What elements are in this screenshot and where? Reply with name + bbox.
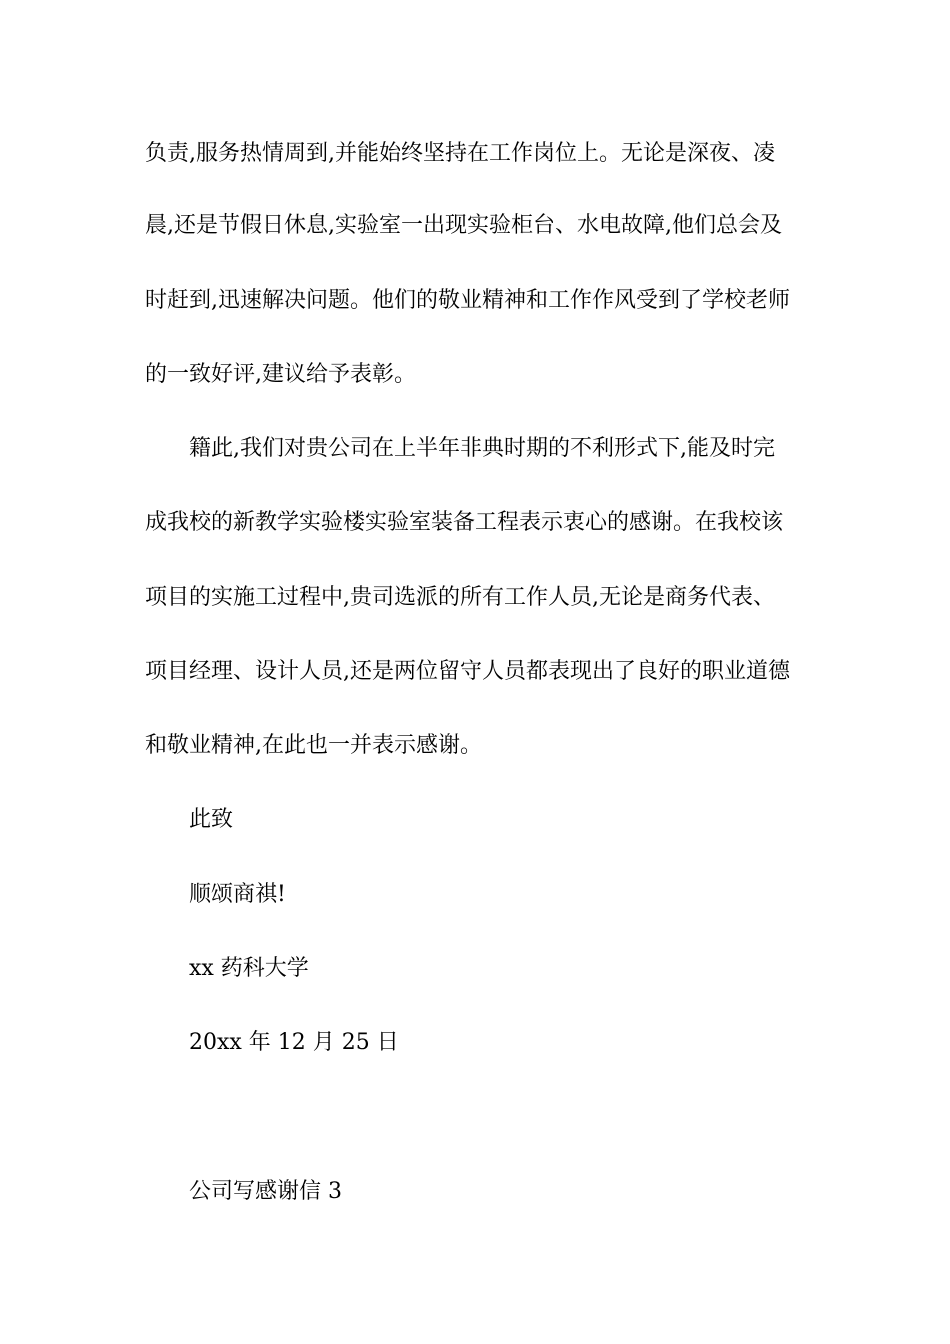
body-line: 时赶到,迅速解决问题。他们的敬业精神和工作作风受到了学校老师 bbox=[145, 288, 790, 313]
signature: xx 药科大学 bbox=[189, 956, 309, 981]
body-line: 成我校的新教学实验楼实验室装备工程表示衷心的感谢。在我校该 bbox=[145, 510, 784, 535]
body-line: 的一致好评,建议给予表彰。 bbox=[145, 362, 416, 387]
body-line: 和敬业精神,在此也一并表示感谢。 bbox=[145, 733, 482, 758]
salutation: 顺颂商祺! bbox=[189, 882, 286, 907]
body-line: 项目经理、设计人员,还是两位留守人员都表现出了良好的职业道德 bbox=[145, 659, 790, 684]
body-line: 晨,还是节假日休息,实验室一出现实验柜台、水电故障,他们总会及 bbox=[145, 213, 782, 238]
section-heading: 公司写感谢信 3 bbox=[189, 1179, 342, 1204]
body-line: 项目的实施工过程中,贵司选派的所有工作人员,无论是商务代表、 bbox=[145, 585, 775, 610]
body-line: 负责,服务热情周到,并能始终坚持在工作岗位上。无论是深夜、凌 bbox=[145, 141, 775, 166]
closing-phrase: 此致 bbox=[189, 807, 234, 832]
body-line: 籍此,我们对贵公司在上半年非典时期的不利形式下,能及时完 bbox=[189, 436, 775, 461]
date: 20xx 年 12 月 25 日 bbox=[189, 1030, 399, 1055]
